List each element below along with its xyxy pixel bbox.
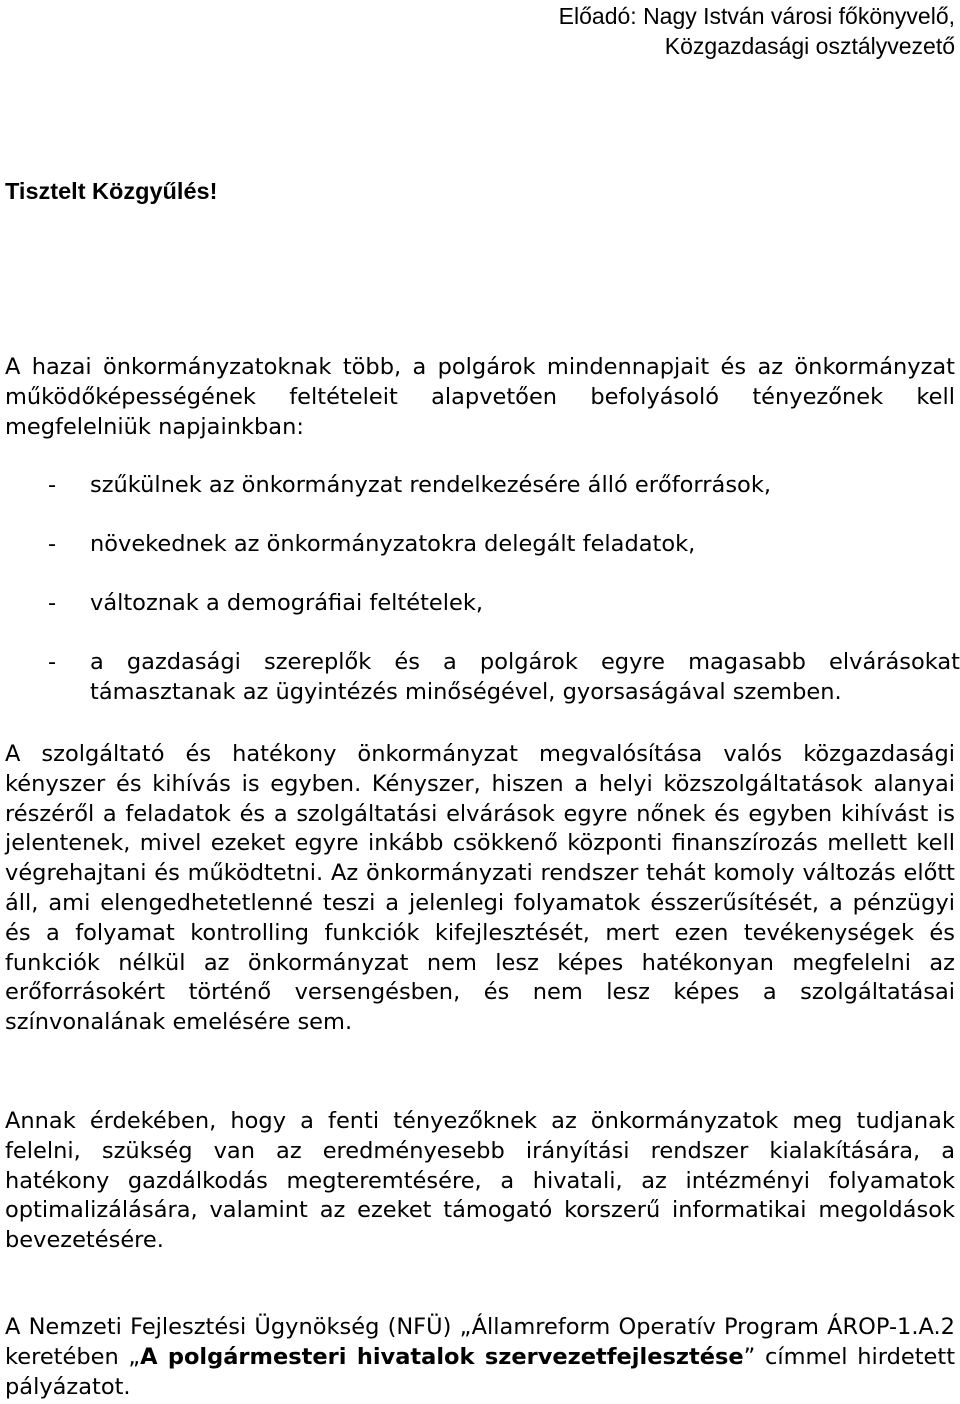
- presenter-header: [5, 1, 955, 61]
- tender-title: A polgármesteri hivatalok szervezetfejlesztése: [140, 1343, 744, 1370]
- greeting: Tisztelt Közgyűlés!: [5, 178, 218, 204]
- list-dash: -: [48, 649, 57, 675]
- list-item-text: szűkülnek az önkormányzat rendelkezésére álló erőforrások,: [90, 472, 771, 498]
- intro-paragraph: A hazai önkormányzatoknak több, a polgárok mindennapjait és az önkormányzat működőképességének feltételeit alapvetően befolyásoló tényezőnek kell megfelelniük napjainkban:: [5, 354, 955, 440]
- position-line: Közgazdasági osztályvezető: [664, 33, 955, 59]
- list-dash: -: [48, 472, 57, 498]
- tender-text-before: A Nemzeti Fejlesztési Ügynökség (NFÜ) „Államreform Operatív Program ÁROP-1.A.2 keretében „: [5, 1314, 955, 1370]
- tender-text-after: ” címmel hirdetett pályázatot.: [5, 1343, 956, 1400]
- presenter-line: Előadó: Nagy István városi főkönyvelő,: [558, 3, 955, 29]
- list-item-text: növekednek az önkormányzatokra delegált feladatok,: [90, 531, 696, 557]
- body-paragraph: Annak érdekében, hogy a fenti tényezőknek az önkormányzatok meg tudjanak felelni, szükség van az eredményesebb irányítási rendszer kialakítására, a hatékony gazdálkodás megteremtésére, a hivatali, az intézményi folyamatok optimalizálására, valamint az ezeket támogató korszerű informatikai megoldások bevezetésére.: [5, 1108, 955, 1254]
- list-item-text: változnak a demográfiai feltételek,: [90, 590, 484, 616]
- list-dash: -: [48, 590, 57, 616]
- list-dash: -: [48, 531, 57, 557]
- list-item-text: a gazdasági szereplők és a polgárok egyre magasabb elvárásokat támasztanak az ügyintézés minőségével, gyorsaságával szemben.: [90, 649, 960, 705]
- body-paragraph: A szolgáltató és hatékony önkormányzat megvalósítása valós közgazdasági kényszer és kihívás is egyben. Kényszer, hiszen a helyi közszolgáltatások alanyai részéről a feladatok és a szolgáltatási elvárások egyre nőnek és egyben kihívást is jelentenek, mivel ezeket egyre inkább csökkenő központi finanszírozás mellett kell végrehajtani és működtetni. Az önkormányzati rendszer tehát komoly változás előtt áll, ami elengedhetetlenné teszi a jelenlegi folyamatok ésszerűsítését, a pénzügyi és a folyamat kontrolling funkciók kifejlesztését, mert ezen tevékenységek és funkciók nélkül az önkormányzat nem lesz képes hatékonyan megfelelni az erőforrásokért történő versengésben, és nem lesz képes a szolgáltatásai színvonalának emelésére sem.: [5, 741, 955, 1036]
- tender-paragraph: [5, 1313, 955, 1402]
